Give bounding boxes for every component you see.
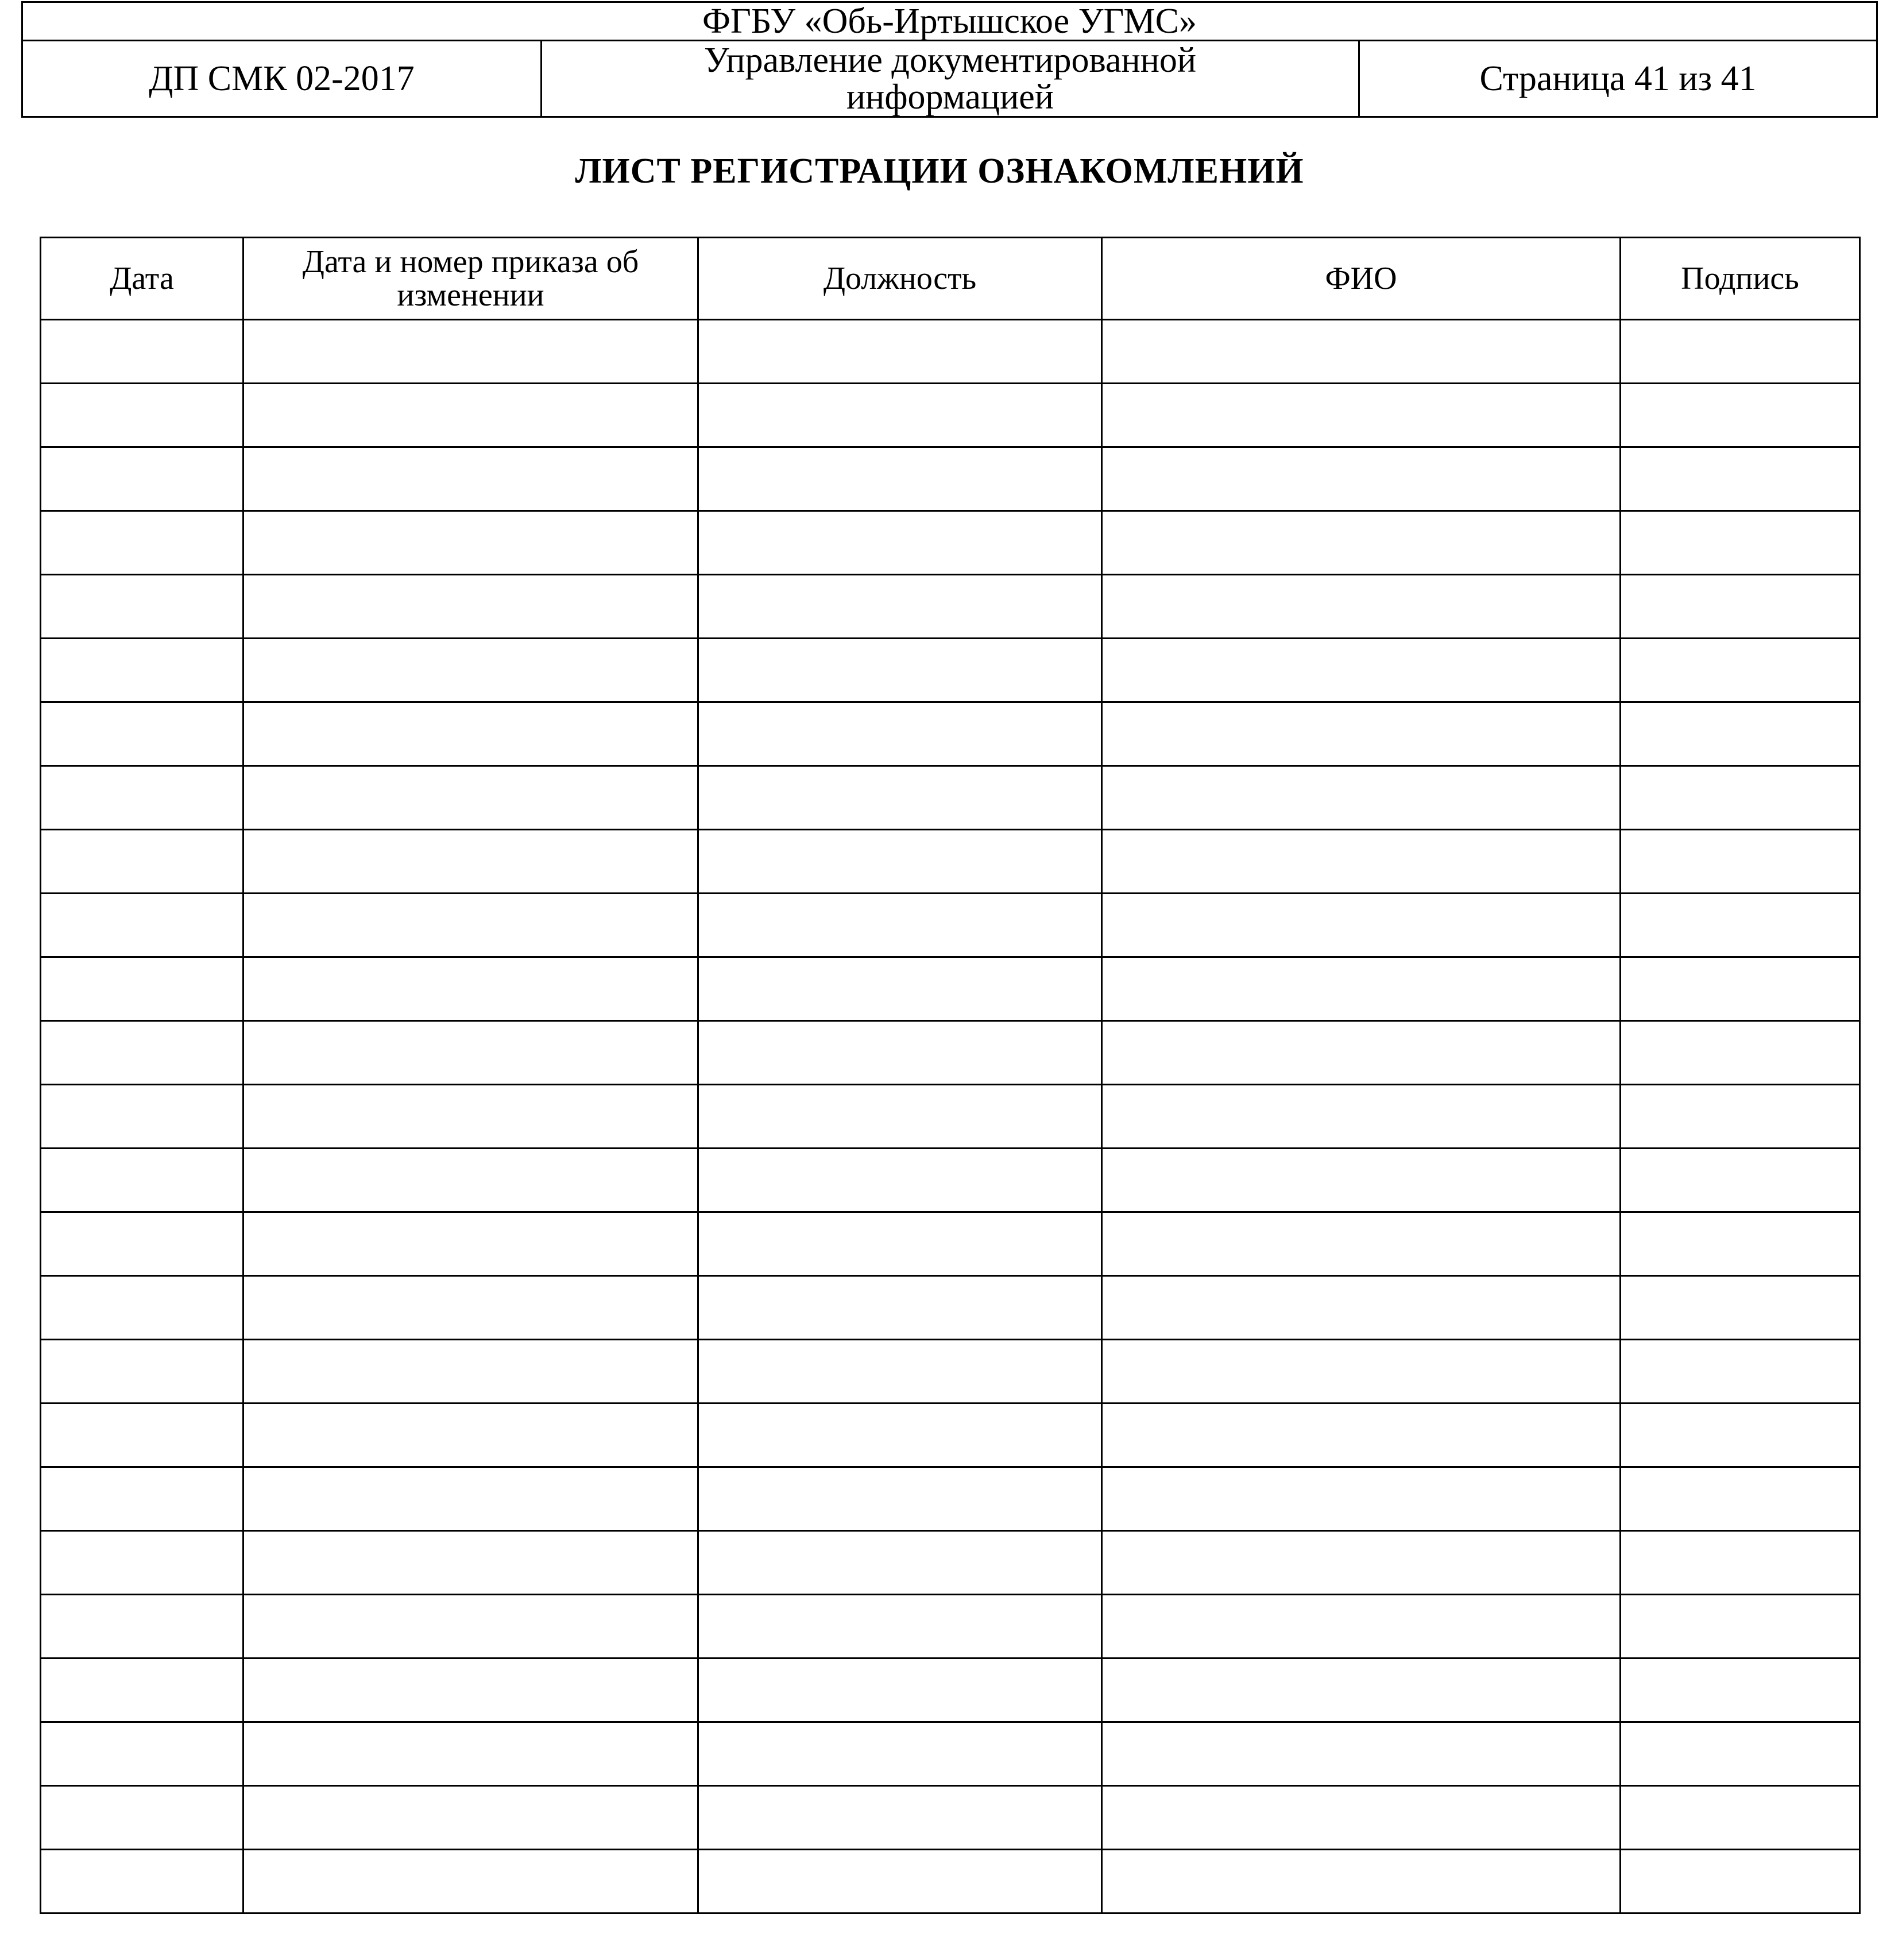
table-row bbox=[41, 957, 1860, 1021]
name-cell bbox=[1102, 1340, 1621, 1404]
date-cell bbox=[41, 575, 243, 639]
column-header-order-line2: изменении bbox=[397, 277, 544, 313]
table-row bbox=[41, 1085, 1860, 1149]
table-row bbox=[41, 1722, 1860, 1786]
signature-cell bbox=[1621, 1404, 1860, 1467]
signature-cell bbox=[1621, 894, 1860, 957]
signature-cell bbox=[1621, 830, 1860, 894]
table-row bbox=[41, 384, 1860, 447]
signature-cell bbox=[1621, 1085, 1860, 1149]
signature-cell bbox=[1621, 1340, 1860, 1404]
column-header-signature: Подпись bbox=[1621, 238, 1860, 320]
table-body bbox=[41, 320, 1860, 1913]
signature-cell bbox=[1621, 766, 1860, 830]
signature-cell bbox=[1621, 1149, 1860, 1212]
column-header-position: Должность bbox=[698, 238, 1102, 320]
order-cell bbox=[243, 1404, 698, 1467]
date-cell bbox=[41, 1212, 243, 1276]
date-cell bbox=[41, 511, 243, 575]
position-cell bbox=[698, 320, 1102, 384]
name-cell bbox=[1102, 1659, 1621, 1722]
table-row bbox=[41, 1276, 1860, 1340]
order-cell bbox=[243, 830, 698, 894]
name-cell bbox=[1102, 1722, 1621, 1786]
order-cell bbox=[243, 1659, 698, 1722]
signature-cell bbox=[1621, 1212, 1860, 1276]
position-cell bbox=[698, 447, 1102, 511]
order-cell bbox=[243, 511, 698, 575]
position-cell bbox=[698, 1021, 1102, 1085]
column-header-date: Дата bbox=[41, 238, 243, 320]
table-row bbox=[41, 1149, 1860, 1212]
order-cell bbox=[243, 1085, 698, 1149]
date-cell bbox=[41, 320, 243, 384]
table-row bbox=[41, 1659, 1860, 1722]
position-cell bbox=[698, 1786, 1102, 1850]
name-cell bbox=[1102, 766, 1621, 830]
order-cell bbox=[243, 766, 698, 830]
table-row bbox=[41, 320, 1860, 384]
signature-cell bbox=[1621, 1722, 1860, 1786]
name-cell bbox=[1102, 639, 1621, 702]
name-cell bbox=[1102, 1085, 1621, 1149]
document-title-line2: информацией bbox=[846, 78, 1054, 117]
position-cell bbox=[698, 1404, 1102, 1467]
table-row bbox=[41, 575, 1860, 639]
name-cell bbox=[1102, 894, 1621, 957]
position-cell bbox=[698, 1085, 1102, 1149]
name-cell bbox=[1102, 1404, 1621, 1467]
table-row bbox=[41, 766, 1860, 830]
signature-cell bbox=[1621, 511, 1860, 575]
order-cell bbox=[243, 320, 698, 384]
signature-cell bbox=[1621, 1850, 1860, 1913]
signature-cell bbox=[1621, 447, 1860, 511]
name-cell bbox=[1102, 575, 1621, 639]
name-cell bbox=[1102, 957, 1621, 1021]
name-cell bbox=[1102, 1467, 1621, 1531]
order-cell bbox=[243, 957, 698, 1021]
name-cell bbox=[1102, 447, 1621, 511]
table-row bbox=[41, 1404, 1860, 1467]
date-cell bbox=[41, 384, 243, 447]
position-cell bbox=[698, 894, 1102, 957]
column-header-name: ФИО bbox=[1102, 238, 1621, 320]
date-cell bbox=[41, 1340, 243, 1404]
signature-cell bbox=[1621, 575, 1860, 639]
name-cell bbox=[1102, 1149, 1621, 1212]
date-cell bbox=[41, 1850, 243, 1913]
table-row bbox=[41, 639, 1860, 702]
table-row bbox=[41, 1212, 1860, 1276]
document-code: ДП СМК 02-2017 bbox=[22, 41, 542, 117]
order-cell bbox=[243, 639, 698, 702]
signature-cell bbox=[1621, 1276, 1860, 1340]
table-row bbox=[41, 702, 1860, 766]
order-cell bbox=[243, 1021, 698, 1085]
order-cell bbox=[243, 1276, 698, 1340]
signature-cell bbox=[1621, 1659, 1860, 1722]
table-row bbox=[41, 1595, 1860, 1659]
name-cell bbox=[1102, 1531, 1621, 1595]
date-cell bbox=[41, 447, 243, 511]
position-cell bbox=[698, 1340, 1102, 1404]
order-cell bbox=[243, 1722, 698, 1786]
signature-cell bbox=[1621, 1595, 1860, 1659]
position-cell bbox=[698, 384, 1102, 447]
table-row bbox=[41, 447, 1860, 511]
registration-table bbox=[40, 237, 1861, 1914]
order-cell bbox=[243, 702, 698, 766]
table-row bbox=[41, 1467, 1860, 1531]
date-cell bbox=[41, 702, 243, 766]
date-cell bbox=[41, 1531, 243, 1595]
name-cell bbox=[1102, 511, 1621, 575]
order-cell bbox=[243, 1149, 698, 1212]
position-cell bbox=[698, 1659, 1102, 1722]
date-cell bbox=[41, 1021, 243, 1085]
page-title: ЛИСТ РЕГИСТРАЦИИ ОЗНАКОМЛЕНИЙ bbox=[575, 152, 1304, 191]
order-cell bbox=[243, 1786, 698, 1850]
position-cell bbox=[698, 1531, 1102, 1595]
order-cell bbox=[243, 894, 698, 957]
order-cell bbox=[243, 384, 698, 447]
order-cell bbox=[243, 447, 698, 511]
date-cell bbox=[41, 639, 243, 702]
date-cell bbox=[41, 1404, 243, 1467]
date-cell bbox=[41, 766, 243, 830]
date-cell bbox=[41, 1659, 243, 1722]
order-cell bbox=[243, 575, 698, 639]
column-header-order bbox=[243, 238, 698, 320]
signature-cell bbox=[1621, 957, 1860, 1021]
date-cell bbox=[41, 1149, 243, 1212]
position-cell bbox=[698, 766, 1102, 830]
position-cell bbox=[698, 1722, 1102, 1786]
name-cell bbox=[1102, 1212, 1621, 1276]
table-row bbox=[41, 1850, 1860, 1913]
signature-cell bbox=[1621, 1467, 1860, 1531]
order-cell bbox=[243, 1850, 698, 1913]
name-cell bbox=[1102, 830, 1621, 894]
position-cell bbox=[698, 1850, 1102, 1913]
position-cell bbox=[698, 575, 1102, 639]
signature-cell bbox=[1621, 384, 1860, 447]
signature-cell bbox=[1621, 320, 1860, 384]
document-header bbox=[21, 1, 1878, 118]
name-cell bbox=[1102, 384, 1621, 447]
date-cell bbox=[41, 1786, 243, 1850]
position-cell bbox=[698, 957, 1102, 1021]
document-title bbox=[542, 41, 1359, 117]
signature-cell bbox=[1621, 1786, 1860, 1850]
position-cell bbox=[698, 702, 1102, 766]
table-row bbox=[41, 830, 1860, 894]
date-cell bbox=[41, 957, 243, 1021]
table-row bbox=[41, 1531, 1860, 1595]
name-cell bbox=[1102, 1595, 1621, 1659]
position-cell bbox=[698, 1595, 1102, 1659]
position-cell bbox=[698, 1276, 1102, 1340]
table-row bbox=[41, 1340, 1860, 1404]
date-cell bbox=[41, 1467, 243, 1531]
table-row bbox=[41, 894, 1860, 957]
date-cell bbox=[41, 1276, 243, 1340]
position-cell bbox=[698, 511, 1102, 575]
document-title-line1: Управление документированной bbox=[703, 41, 1197, 80]
name-cell bbox=[1102, 1786, 1621, 1850]
page-number: Страница 41 из 41 bbox=[1359, 41, 1877, 117]
date-cell bbox=[41, 1085, 243, 1149]
date-cell bbox=[41, 1722, 243, 1786]
signature-cell bbox=[1621, 1021, 1860, 1085]
order-cell bbox=[243, 1340, 698, 1404]
signature-cell bbox=[1621, 1531, 1860, 1595]
name-cell bbox=[1102, 1021, 1621, 1085]
order-cell bbox=[243, 1212, 698, 1276]
date-cell bbox=[41, 1595, 243, 1659]
order-cell bbox=[243, 1595, 698, 1659]
table-header-row bbox=[41, 238, 1860, 320]
position-cell bbox=[698, 639, 1102, 702]
order-cell bbox=[243, 1531, 698, 1595]
organization-name: ФГБУ «Обь-Иртышское УГМС» bbox=[22, 2, 1877, 41]
column-header-order-line1: Дата и номер приказа об bbox=[302, 244, 639, 280]
signature-cell bbox=[1621, 702, 1860, 766]
position-cell bbox=[698, 1467, 1102, 1531]
name-cell bbox=[1102, 702, 1621, 766]
name-cell bbox=[1102, 1850, 1621, 1913]
date-cell bbox=[41, 830, 243, 894]
order-cell bbox=[243, 1467, 698, 1531]
position-cell bbox=[698, 1212, 1102, 1276]
table-row bbox=[41, 1021, 1860, 1085]
table-row bbox=[41, 1786, 1860, 1850]
position-cell bbox=[698, 1149, 1102, 1212]
name-cell bbox=[1102, 320, 1621, 384]
name-cell bbox=[1102, 1276, 1621, 1340]
table-row bbox=[41, 511, 1860, 575]
date-cell bbox=[41, 894, 243, 957]
signature-cell bbox=[1621, 639, 1860, 702]
position-cell bbox=[698, 830, 1102, 894]
